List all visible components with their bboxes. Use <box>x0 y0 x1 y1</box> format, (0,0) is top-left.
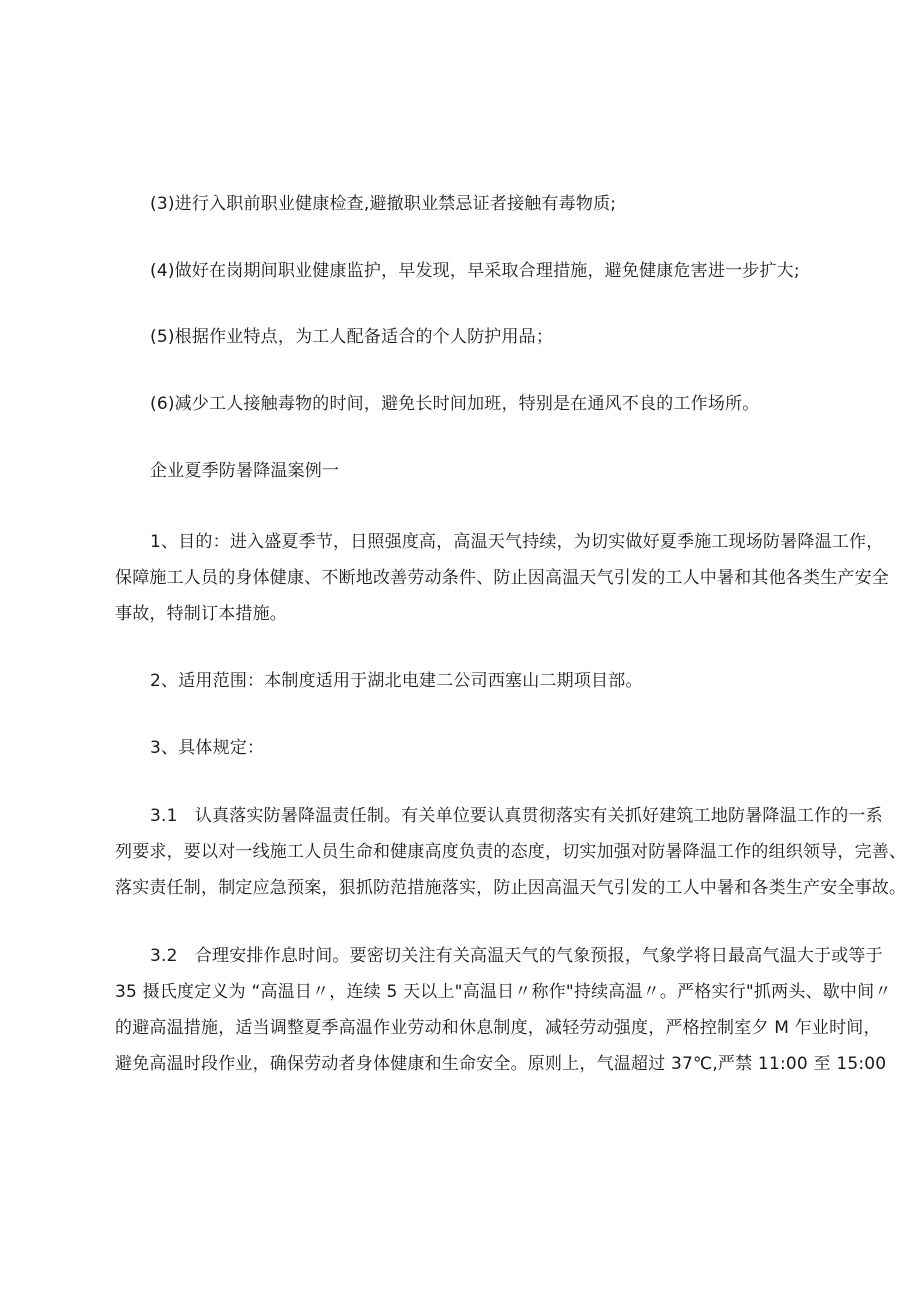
purpose-line: 1、目的：进入盛夏季节，日照强度高，高温天气持续，为切实做好夏季施工现场防暑降温工作， <box>150 532 884 552</box>
list-item-4: (4)做好在岗期间职业健康监护，早发现，早采取合理措施，避免健康危害进一步扩大; <box>150 261 800 281</box>
rule-3-1-line: 3.1 认真落实防暑降温责任制。有关单位要认真贯彻落实有关抓好建筑工地防暑降温工作的一系 <box>150 806 883 826</box>
rule-3-2-line: 避免高温时段作业，确保劳动者身体健康和生命安全。原则上，气温超过 37℃,严禁 11:00 至 15:00 <box>115 1054 887 1074</box>
rule-3-1-line: 列要求，要以对一线施工人员生命和健康高度负责的态度，切实加强对防暑降温工作的组织领导，完善、 <box>115 842 907 862</box>
purpose-line: 保障施工人员的身体健康、不断地改善劳动条件、防止因高温天气引发的工人中暑和其他各类生产安全 <box>115 568 889 588</box>
scope-paragraph: 2、适用范围：本制度适用于湖北电建二公司西塞山二期项目部。 <box>150 671 643 691</box>
list-item-5: (5)根据作业特点，为工人配备适合的个人防护用品； <box>150 327 554 347</box>
rule-3-1-line: 落实责任制，制定应急预案，狠抓防范措施落实，防止因高温天气引发的工人中暑和各类生产安全事故。 <box>115 878 907 898</box>
rule-3-2-line: 的避高温措施，适当调整夏季高温作业劳动和休息制度，减轻劳动强度，严格控制室夕 M 乍业时间， <box>115 1018 881 1038</box>
list-item-6: (6)减少工人接触毒物的时间，避免长时间加班，特别是在通风不良的工作场所。 <box>150 394 760 414</box>
list-item-3: (3)进行入职前职业健康检查,避撤职业禁忌证者接触有毒物质; <box>150 194 617 214</box>
section-title: 企业夏季防暑降温案例一 <box>150 461 340 481</box>
rule-3-2-line: 35 摄氏度定义为 “高温日〃，连续 5 天以上"高温日〃称作"持续高温〃。严格实行"抓两头、歇中间〃 <box>115 982 892 1002</box>
purpose-line: 事故，特制订本措施。 <box>115 604 287 624</box>
rules-heading: 3、具体规定： <box>150 738 265 758</box>
rule-3-2-line: 3.2 合理安排作息时间。要密切关注有关高温天气的气象预报，气象学将日最高气温大于或等于 <box>150 946 883 966</box>
